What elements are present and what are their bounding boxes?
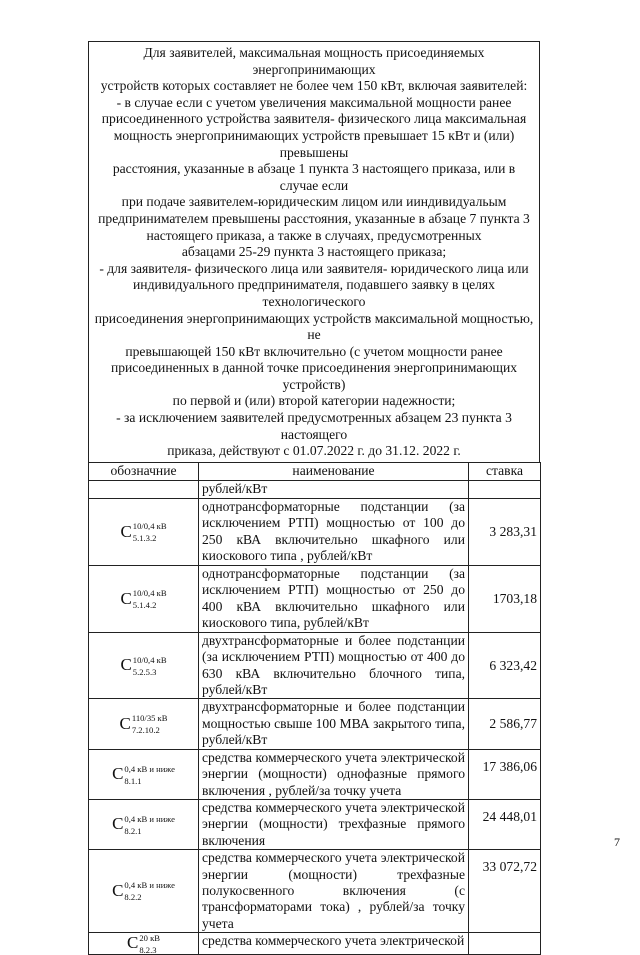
name-cell: двухтрансформаторные и более подстанции (за исключением РТП) мощностью от 400 до 630 кВА включительно блочного типа, рублей/кВт	[199, 632, 469, 699]
table-row	[89, 565, 541, 632]
intro-line: - в случае если с учетом увеличения максимальной мощности ранее	[116, 94, 512, 110]
designation-letter: C	[112, 814, 124, 834]
designation-cell	[89, 565, 199, 632]
name-cell: средства коммерческого учета электрической	[199, 933, 469, 955]
intro-line: расстояния, указанные в абзаце 1 пункта 3 настоящего приказа, или в случае если	[112, 161, 516, 193]
code-subscript: 5.1.4.2	[132, 600, 157, 611]
header-rate: ставка	[469, 462, 541, 480]
rate-cell: 17 386,06	[469, 749, 541, 799]
table-row	[89, 933, 541, 955]
rate-cell: 1703,18	[469, 565, 541, 632]
rate-cell: 2 586,77	[469, 699, 541, 749]
designation-cell	[89, 850, 199, 933]
table-row	[89, 498, 541, 565]
header-designation: обозначние	[89, 462, 199, 480]
rate-cell: 6 323,42	[469, 632, 541, 699]
page-number: 7	[614, 835, 620, 849]
table-row	[89, 749, 541, 799]
intro-line: присоединенного устройства заявителя- физического лица максимальная	[101, 111, 527, 127]
table-row	[89, 632, 541, 699]
intro-line: по первой и (или) второй категории надежности;	[172, 393, 456, 409]
intro-line: предпринимателем превышены расстояния, указанные в абзаце 7 пункта 3	[98, 210, 530, 226]
name-cell: рублей/кВт	[199, 480, 469, 498]
name-cell: средства коммерческого учета электрической энергии (мощности) трехфазные полукосвенного включения (с трансформаторами тока) , рублей/за точку учета	[199, 850, 469, 933]
intro-line: - за исключением заявителей предусмотренных абзацем 23 пункта 3 настоящего	[116, 410, 512, 442]
intro-line: индивидуального предпринимателя, подавшего заявку в целях технологического	[133, 277, 495, 309]
designation-letter: C	[119, 713, 131, 733]
voltage-superscript: 10/0,4 кВ	[132, 654, 167, 665]
rate-cell	[469, 480, 541, 498]
voltage-superscript: 20 кВ	[139, 932, 160, 943]
designation-cell	[89, 933, 199, 955]
header-name: наименование	[199, 462, 469, 480]
rate-cell: 24 448,01	[469, 799, 541, 849]
voltage-superscript: 10/0,4 кВ	[132, 521, 167, 532]
name-cell: однотрансформаторные подстанции (за исключением РТП) мощностью от 100 до 250 кВА включительно шкафного или киоскового типа , рублей/кВт	[199, 498, 469, 565]
table-row	[89, 699, 541, 749]
intro-line: устройств которых составляет не более чем 150 кВт, включая заявителей:	[100, 78, 528, 94]
designation-cell	[89, 749, 199, 799]
table-row	[89, 850, 541, 933]
intro-line: настоящего приказа, а также в случаях, предусмотренных	[146, 227, 482, 243]
table-row	[89, 480, 541, 498]
designation-cell	[89, 699, 199, 749]
name-cell: средства коммерческого учета электрической энергии (мощности) трехфазные прямого включения	[199, 799, 469, 849]
intro-line: превышающей 150 кВт включительно (с учетом мощности ранее	[125, 343, 503, 359]
name-cell: однотрансформаторные подстанции (за исключением РТП) мощностью от 250 до 400 кВА включительно шкафного или киоскового типа, рублей/кВт	[199, 565, 469, 632]
code-subscript: 8.2.1	[124, 825, 142, 836]
designation-letter: C	[120, 521, 132, 541]
intro-line: приказа, действуют с 01.07.2022 г. до 31.12. 2022 г.	[167, 443, 461, 459]
designation-cell	[89, 632, 199, 699]
rate-cell: 33 072,72	[469, 850, 541, 933]
designation-letter: C	[112, 880, 124, 900]
rates-table	[88, 462, 541, 955]
code-subscript: 8.2.2	[124, 892, 142, 903]
rate-cell	[469, 933, 541, 955]
table-header-row	[89, 462, 541, 480]
designation-cell	[89, 799, 199, 849]
voltage-superscript: 0,4 кВ и ниже	[124, 763, 175, 774]
code-subscript: 5.2.5.3	[132, 666, 157, 677]
code-subscript: 5.1.3.2	[132, 533, 157, 544]
intro-line: мощность энергопринимающих устройств превышает 15 кВт и (или) превышены	[113, 127, 515, 160]
name-cell: средства коммерческого учета электрической энергии (мощности) однофазные прямого включения , рублей/за точку учета	[199, 749, 469, 799]
name-cell: двухтрансформаторные и более подстанции мощностью свыше 100 МВА закрытого типа, рублей/кВт	[199, 699, 469, 749]
voltage-superscript: 0,4 кВ и ниже	[124, 813, 175, 824]
designation-letter: C	[120, 655, 132, 675]
intro-paragraph	[88, 41, 540, 462]
designation-letter: C	[112, 764, 124, 784]
intro-line: присоединенных в данной точке присоединения энергопринимающих устройств)	[110, 360, 518, 392]
table-row	[89, 799, 541, 849]
designation-cell	[89, 498, 199, 565]
document-sheet	[88, 41, 540, 955]
voltage-superscript: 110/35 кВ	[131, 713, 168, 724]
intro-line: Для заявителей, максимальная мощность присоединяемых энергопринимающих	[143, 45, 485, 77]
intro-line: абзацами 25-29 пункта 3 настоящего приказа;	[181, 244, 447, 260]
code-subscript: 8.2.3	[139, 944, 157, 955]
code-subscript: 7.2.10.2	[131, 725, 160, 736]
rate-cell: 3 283,31	[469, 498, 541, 565]
voltage-superscript: 0,4 кВ и ниже	[124, 880, 175, 891]
designation-cell	[89, 480, 199, 498]
designation-letter: C	[120, 588, 132, 608]
intro-line: - для заявителя- физического лица или заявителя- юридического лица или	[99, 260, 529, 276]
voltage-superscript: 10/0,4 кВ	[132, 588, 167, 599]
intro-line: присоединения энергопринимающих устройств максимальной мощностью, не	[94, 310, 534, 343]
code-subscript: 8.1.1	[124, 775, 142, 786]
designation-letter: C	[127, 933, 139, 953]
intro-line: при подаче заявителем-юридическим лицом или ииндивидуальым	[121, 194, 507, 210]
